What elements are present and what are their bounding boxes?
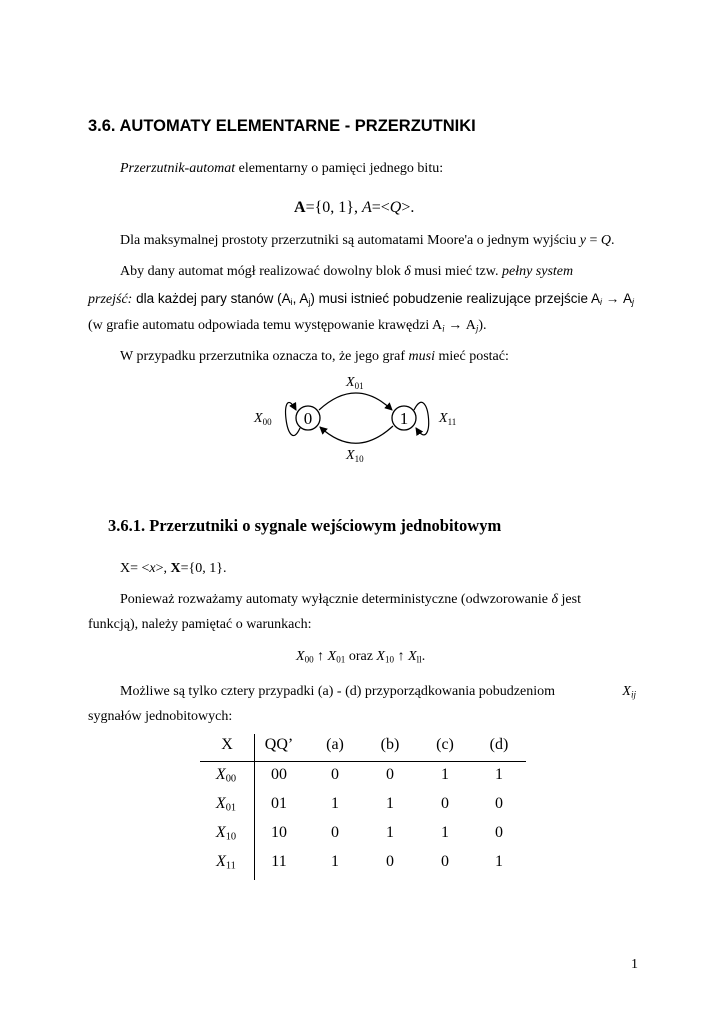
cond-s4: ll [416,654,422,665]
line3-sub-j: j [475,323,479,334]
table-cell-b: 1 [386,824,394,841]
cond-dot: . [421,649,426,664]
ponie-delta: δ [551,592,559,607]
table-row-label [206,795,246,813]
mozliwe-line2: sygnałów jednobitowych: [88,709,233,724]
table-cell-qq: 01 [271,795,287,812]
assignment-table [200,732,530,882]
table-header-qq: QQ’ [264,736,294,753]
line2-sub-j: j [308,297,311,308]
ponie-end: jest [558,592,581,607]
label-x10-sub: 10 [354,454,364,464]
label-x10 [345,448,364,464]
table-cell-a: 1 [331,853,339,870]
cond-x3: X [376,649,385,664]
table-row-label [206,824,246,842]
label-x10-x: X [346,448,355,463]
table-cell-qq: 11 [271,853,287,870]
x-definition [120,561,227,577]
xdef-2: >, [155,561,171,576]
table-header-c: (c) [436,736,454,753]
cond-s3: 10 [384,654,395,665]
row-x: X [215,795,226,812]
cond-s1: 00 [304,654,314,665]
moore-dot: . [611,233,615,248]
ponie-line2: funkcją), należy pamiętać o warunkach: [88,617,312,632]
line3-text: (w grafie automatu odpowiada temu występowanie krawędzi A [88,318,443,333]
intro-rest: elementarny o pamięci jednego bitu: [235,161,444,176]
aby-delta: δ [404,264,411,279]
row-x: X [215,824,226,841]
table-cell-a: 0 [331,766,339,783]
aby-text: Aby dany automat mógł realizować dowolny blok [120,264,405,279]
label-x01-x: X [346,375,355,390]
xdef-x: x [149,561,156,576]
cond-x1: X [296,649,305,664]
line2-rest: ) musi istnieć pobudzenie realizujące przejście A [310,291,600,306]
table-cell-d: 1 [495,853,503,870]
ponie-text: Ponieważ rozważamy automaty wyłącznie deterministyczne (odwzorowanie [120,592,552,607]
cond-x4: X [408,649,417,664]
table-cell-a: 0 [331,824,339,841]
row-x: X [215,766,226,783]
table-cell-d: 1 [495,766,503,783]
table-header-d: (d) [489,736,509,753]
state-1-label: 1 [399,409,409,428]
state-graph [240,370,490,470]
mozliwe-x: X [622,684,631,699]
table-cell-c: 0 [441,853,449,870]
line2-arrow: → [601,291,623,306]
conditions-formula [296,649,425,665]
line3-a: A [465,318,476,333]
moore-q: Q [600,233,611,248]
formula-set: ={0, 1}, [305,199,362,216]
intro-paragraph [120,161,443,177]
table-header-a: (a) [326,736,344,753]
formula-q: Q [389,199,402,216]
label-x00-x: X [254,411,263,426]
label-x11 [438,411,456,427]
formula-eq: =< [371,199,390,216]
cond-oraz: oraz [345,649,377,664]
row-sub: 10 [225,831,237,843]
table-cell-b: 0 [386,853,394,870]
xdef-1: X= < [120,561,150,576]
cond-x2: X [327,649,337,664]
table-cell-qq: 10 [271,824,287,841]
table-cell-a: 1 [331,795,339,812]
aby-rest: musi mieć tzw. [410,264,502,279]
formula-end: >. [401,199,415,216]
line2-sub-i-2: i [600,297,602,308]
aby-paragraph-line3 [88,318,487,334]
label-x00-sub: 00 [262,417,272,427]
aby-term: pełny system [501,264,574,279]
table-cell-d: 0 [495,824,503,841]
table-horizontal-rule [200,761,526,762]
edge-0-to-1 [319,393,392,410]
line2-body [132,291,634,306]
aby-paragraph-line1 [120,264,573,280]
table-cell-b: 0 [386,766,394,783]
moore-paragraph [120,233,615,249]
line2-text: dla każdej pary stanów (A [132,291,291,306]
row-sub: 01 [225,802,237,814]
label-x11-sub: 11 [447,417,457,427]
aby-paragraph-line2 [88,291,634,308]
cond-s2: 01 [336,654,346,665]
page-number: 1 [631,957,638,972]
line2-sub-j-2: j [631,297,634,308]
line3-arrow: → [444,318,466,333]
section-title: 3.6. AUTOMATY ELEMENTARNE - PRZERZUTNIKI [88,117,476,135]
table-cell-d: 0 [495,795,503,812]
cond-arrow1: ↑ [313,649,328,664]
label-x00 [253,411,272,427]
graph-intro-end: mieć postać: [435,349,509,364]
line2-sub-i: i [290,297,293,308]
cond-arrow2: ↑ [394,649,409,664]
moore-text: Dla maksymalnej prostoty przerzutniki są automatami Moore'a o jednym wyjściu [120,233,580,248]
mozliwe-xij [622,684,636,700]
line3-end: ). [478,318,487,333]
formula-a [294,199,414,217]
label-x11-x: X [439,411,448,426]
xdef-3: ={0, 1}. [180,561,227,576]
line2-comma: , A [292,291,309,306]
state-0-label: 0 [303,409,313,428]
line2-term: przejść: [88,292,133,307]
intro-term: Przerzutnik-automat [120,161,236,176]
formula-a-italic: A [361,199,372,216]
row-sub: 11 [225,860,236,872]
label-x01-sub: 01 [354,381,364,391]
line3-sub-i: i [442,323,445,334]
ponie-line1 [120,592,581,608]
row-sub: 00 [225,773,237,785]
subsection-title: 3.6.1. Przerzutniki o sygnale wejściowym jednobitowym [108,516,502,535]
xdef-bold: X [170,561,181,576]
graph-intro [120,349,509,365]
mozliwe-text: Możliwe są tylko cztery przypadki (a) - (d) przyporządkowania pobudzeniom [120,684,556,699]
moore-y: y [579,233,586,248]
label-x01 [345,375,364,391]
table-cell-c: 0 [441,795,449,812]
table-cell-qq: 00 [271,766,287,783]
table-header-b: (b) [380,736,400,753]
row-x: X [216,853,226,870]
mozliwe-line1 [120,684,636,700]
line2-end: A [622,291,632,306]
graph-intro-em: musi [408,349,435,364]
table-row-label [206,766,246,784]
table-cell-b: 1 [386,795,394,812]
table-header-x: X [221,736,233,753]
formula-a-bold: A [294,199,306,216]
edge-0-self-loop [286,402,300,435]
table-cell-c: 1 [441,824,449,841]
edge-1-to-0 [320,426,393,443]
graph-intro-text: W przypadku przerzutnika oznacza to, że jego graf [120,349,409,364]
moore-eq: = [585,233,601,248]
mozliwe-sub: ij [630,689,636,700]
table-row-label [206,853,246,871]
table-cell-c: 1 [441,766,449,783]
